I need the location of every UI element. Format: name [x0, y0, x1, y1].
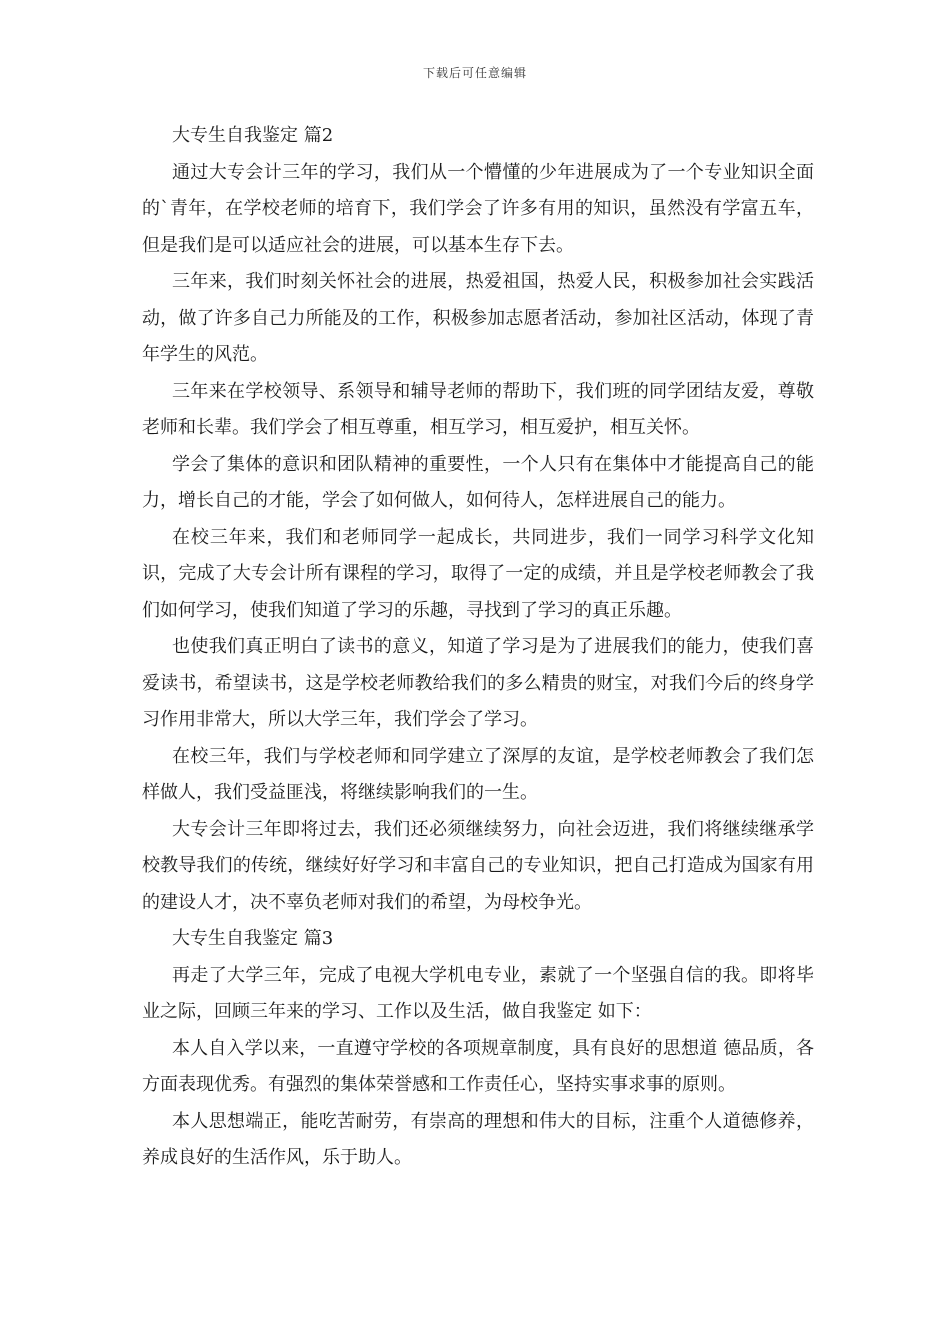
document-body	[142, 118, 814, 1177]
paragraph: 本人自入学以来，一直遵守学校的各项规章制度，具有良好的思想道 德品质，各方面表现优秀。有强烈的集体荣誉感和工作责任心，坚持实事求事的原则。	[142, 1037, 814, 1095]
paragraph: 在校三年来，我们和老师同学一起成长，共同进步，我们一同学习科学文化知识，完成了大专会计所有课程的学习，取得了一定的成绩，并且是学校老师教会了我们如何学习，使我们知道了学习的乐趣，寻找到了学习的真正乐趣。	[142, 526, 814, 621]
paragraph: 再走了大学三年，完成了电视大学机电专业，素就了一个坚强自信的我。即将毕业之际，回顾三年来的学习、工作以及生活，做自我鉴定 如下：	[142, 964, 814, 1022]
paragraph: 在校三年，我们与学校老师和同学建立了深厚的友谊，是学校老师教会了我们怎样做人，我们受益匪浅，将继续影响我们的一生。	[142, 745, 814, 803]
paragraph: 三年来在学校领导、系领导和辅导老师的帮助下，我们班的同学团结友爱，尊敬老师和长辈。我们学会了相互尊重，相互学习，相互爱护，相互关怀。	[142, 380, 814, 438]
section-heading: 大专生自我鉴定 篇3	[172, 928, 334, 949]
paragraph: 大专会计三年即将过去，我们还必须继续努力，向社会迈进，我们将继续继承学校教导我们的传统，继续好好学习和丰富自己的专业知识，把自己打造成为国家有用的建设人才，决不辜负老师对我们的希望，为母校争光。	[142, 818, 814, 913]
paragraph: 本人思想端正，能吃苦耐劳，有崇高的理想和伟大的目标，注重个人道德修养，养成良好的生活作风，乐于助人。	[142, 1110, 814, 1168]
page-header: 下载后可任意编辑	[422, 66, 527, 80]
paragraph: 三年来，我们时刻关怀社会的进展，热爱祖国，热爱人民，积极参加社会实践活动，做了许多自己力所能及的工作，积极参加志愿者活动，参加社区活动，体现了青年学生的风范。	[142, 271, 814, 365]
paragraph: 通过大专会计三年的学习，我们从一个懵懂的少年进展成为了一个专业知识全面的`青年，在学校老师的培育下，我们学会了许多有用的知识，虽然没有学富五车，但是我们是可以适应社会的进展，可以基本生存下去。	[142, 161, 814, 256]
section-heading: 大专生自我鉴定 篇2	[172, 125, 334, 146]
paragraph: 也使我们真正明白了读书的意义，知道了学习是为了进展我们的能力，使我们喜爱读书，希望读书，这是学校老师教给我们的多么精贵的财宝，对我们今后的终身学习作用非常大，所以大学三年，我们学会了学习。	[142, 636, 814, 730]
paragraph: 学会了集体的意识和团队精神的重要性，一个人只有在集体中才能提高自己的能力，增长自己的才能，学会了如何做人，如何待人，怎样进展自己的能力。	[142, 453, 814, 511]
